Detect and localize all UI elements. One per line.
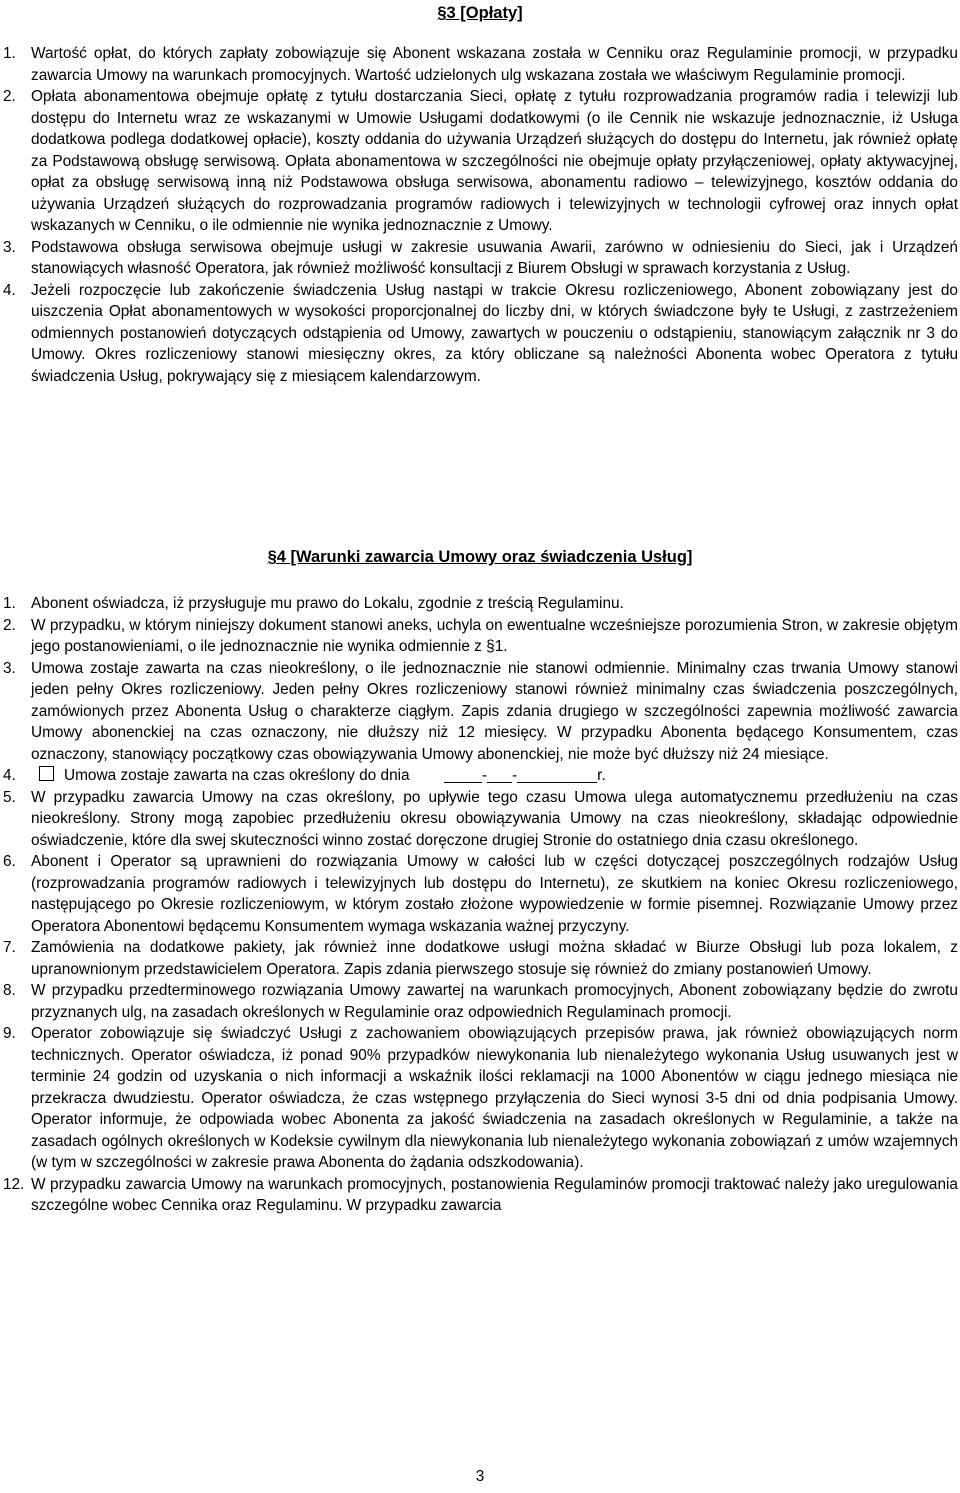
list-item: [0, 1174, 960, 1217]
item-text: Abonent oświadcza, iż przysługuje mu prawo do Lokalu, zgodnie z treścią Regulaminu.: [31, 595, 624, 612]
date-month-field[interactable]: [487, 767, 512, 783]
section-4-list: [0, 593, 960, 1217]
item-text: Umowa zostaje zawarta na czas nieokreślony, o ile jednoznacznie nie stanowi odmiennie. Minimalny czas trwania Umowy stanowi jeden pełny Okres rozliczeniowy. Jeden pełny Okres rozliczeniowy stanowi również minimalny czas świadczenia poszczególnych, zamówionych przez Abonenta Usług o charakterze ciągłym. Zapis zdania drugiego w szczególności zapewnia możliwość zawarcia Umowy abonenckiej na czas oznaczony, nie dłuższy niż 12 miesięcy. W przypadku Abonenta będącego Konsumentem, czas oznaczony, stanowiący początkowy czas obowiązywania Umowy abonenckiej, nie może być dłuższy niż 24 miesiące.: [31, 659, 958, 763]
list-item: [0, 280, 960, 388]
item-text: W przypadku zawarcia Umowy na czas określony, po upływie tego czasu Umowa ulega automatycznemu przedłużeniu na czas nieokreślony. Strony mogą zapobiec przedłużeniu okresu obowiązywania Umowy na czas nieokreślony, składając odpowiednie oświadczenie, które dla swej skuteczności winno zostać doręczone drugiej Stronie do ostatniego dnia czasu określonego.: [31, 788, 958, 849]
list-item: [0, 86, 960, 237]
section-4-heading: §4 [Warunki zawarcia Umowy oraz świadczenia Usług]: [267, 548, 693, 566]
item-text: Abonent i Operator są uprawnieni do rozwiązania Umowy w całości lub w części dotyczącej poszczególnych rodzajów Usług (rozprowadzania programów radiowych i telewizyjnych lub dostępu do Internetu), ze skutkiem na koniec Okresu rozliczeniowego, następującego po Okresie rozliczeniowym, w którym zostało złożone wypowiedzenie w formie pisemnej. Rozwiązanie Umowy przez Operatora Abonentowi będącemu Konsumentem wymaga wskazania ważnej przyczyny.: [31, 853, 958, 935]
item-number: 5.: [3, 788, 16, 806]
section-3-list: [0, 43, 960, 387]
item-text: Opłata abonamentowa obejmuje opłatę z tytułu dostarczania Sieci, opłatę z tytułu rozprowadzania programów radia i telewizji lub dostępu do Internetu wraz ze wskazanymi w Umowie Usługami dodatkowymi (o ile Cennik nie wskazuje jednoznacznie, iż Usługa dodatkowa podlega dodatkowej opłacie), koszty oddania do używania Urządzeń służących do dostępu do Internetu, jak również opłatę za Podstawową obsługę serwisową. Opłata abonamentowa w szczególności nie obejmuje opłaty przyłączeniowej, opłaty aktywacyjnej, opłat za obsługę serwisową inną niż Podstawowa obsługa serwisowa, abonamentu radiowo – telewizyjnego, kosztów oddania do używania Urządzeń służących do rozprowadzania programów radiowych i telewizyjnych w technologii cyfrowej oraz innych opłat wskazanych w Cenniku, o ile odmiennie nie wynika jednoznacznie z Umowy.: [31, 88, 958, 234]
item-number: 8.: [3, 982, 16, 999]
list-item: [0, 237, 960, 280]
item-number: 2.: [3, 88, 16, 105]
item-number: 3.: [3, 659, 16, 677]
item-number: 12.: [3, 1175, 25, 1193]
item-text: Operator zobowiązuje się świadczyć Usługi z zachowaniem obowiązujących przepisów prawa, jak również obowiązujących norm technicznych. Operator oświadcza, iż ponad 90% przypadków niewykonania lub nienależytego wykonania Usług usuwanych jest w terminie 24 godzin od uzyskania o nich informacji a wskaźnik ilości reklamacji na 1000 Abonentów w ciągu jednego miesiąca nie przekracza dwudziestu. Operator oświadcza, że czas wstępnego przyłączenia do Sieci wynosi 3-5 dni od dnia podpisania Umowy. Operator informuje, że odpowiada wobec Abonenta za jakość świadczenia na zasadach określonych w Regulaminie, a także na zasadach ogólnych określonych w Kodeksie cywilnym dla niewykonania lub nienależytego wykonania zobowiązań z umów wzajemnych (w tym w szczególności w zakresie prawa Abonenta do żądania odszkodowania).: [31, 1025, 958, 1171]
list-item: [0, 658, 960, 766]
list-item: [0, 980, 960, 1023]
item-number: 7.: [3, 939, 16, 956]
list-item: [0, 1023, 960, 1174]
list-item: [0, 765, 960, 787]
list-item: [0, 787, 960, 852]
item-text: W przypadku zawarcia Umowy na warunkach promocyjnych, postanowienia Regulaminów promocji traktować należy jako uregulowania szczególne wobec Cennika oraz Regulaminu. W przypadku zawarcia: [31, 1175, 958, 1214]
item-number: 3.: [3, 238, 16, 256]
date-separator: -: [481, 767, 488, 784]
page-number: 3: [475, 1468, 485, 1485]
item-number: 1.: [3, 595, 16, 612]
item-text: Wartość opłat, do których zapłaty zobowiązuje się Abonent wskazana została w Cenniku oraz Regulaminie promocji, w przypadku zawarcia Umowy na warunkach promocyjnych. Wartość udzielonych ulg wskazana została we właściwym Regulaminie promocji.: [31, 45, 958, 84]
checkbox-icon[interactable]: [39, 766, 54, 781]
list-item: [0, 615, 960, 658]
item-text: Zamówienia na dodatkowe pakiety, jak również inne dodatkowe usługi można składać w Biurze Obsługi lub poza lokalem, z upranownionym przedstawicielem Operatora. Zapis zdania pierwszego stosuje się również do zmiany postanowień Umowy.: [31, 939, 958, 978]
item-number: 2.: [3, 616, 16, 634]
date-suffix: r.: [597, 767, 606, 784]
date-separator: -: [512, 767, 518, 784]
date-year-field[interactable]: [517, 767, 597, 783]
list-item: [0, 851, 960, 937]
item-number: 9.: [3, 1025, 16, 1042]
item-number: 6.: [3, 853, 16, 870]
item-number: 4.: [3, 281, 16, 299]
item-number: 1.: [3, 45, 16, 62]
date-day-field[interactable]: [444, 767, 482, 783]
item-text: Umowa zostaje zawarta na czas określony do dnia: [64, 767, 410, 784]
list-item: [0, 593, 960, 615]
section-3-heading: §3 [Opłaty]: [437, 4, 523, 22]
item-text: Jeżeli rozpoczęcie lub zakończenie świadczenia Usług nastąpi w trakcie Okresu rozliczeniowego, Abonent zobowiązany jest do uiszczenia Opłat abonamentowych w wysokości proporcjonalnej do liczby dni, w których świadczone były te Usługi, z zastrzeżeniem odmiennych postanowień dotyczących odstąpienia od Umowy, zawartych w pouczeniu o odstąpieniu, stanowiącym załącznik nr 3 do Umowy. Okres rozliczeniowy stanowi miesięczny okres, za który obliczane są należności Abonenta wobec Operatora z tytułu świadczenia Usług, pokrywający się z miesiącem kalendarzowym.: [31, 281, 958, 385]
list-item: [0, 43, 960, 86]
list-item: [0, 937, 960, 980]
item-text: W przypadku przedterminowego rozwiązania Umowy zawartej na warunkach promocyjnych, Abonent zobowiązany będzie do zwrotu przyznanych ulg, na zasadach określonych w Regulaminie oraz odpowiednich Regulaminach promocji.: [31, 982, 958, 1021]
item-text: Podstawowa obsługa serwisowa obejmuje usługi w zakresie usuwania Awarii, zarówno w odniesieniu do Sieci, jak i Urządzeń stanowiących własność Operatora, jak również możliwość konsultacji z Biurem Obsługi w sprawach korzystania z Usług.: [31, 238, 958, 277]
item-text: W przypadku, w którym niniejszy dokument stanowi aneks, uchyla on ewentualne wcześniejsze porozumienia Stron, w zakresie objętym jego postanowieniami, o ile jednoznacznie nie wynika odmiennie z §1.: [31, 616, 958, 655]
item-number: 4.: [3, 767, 16, 784]
